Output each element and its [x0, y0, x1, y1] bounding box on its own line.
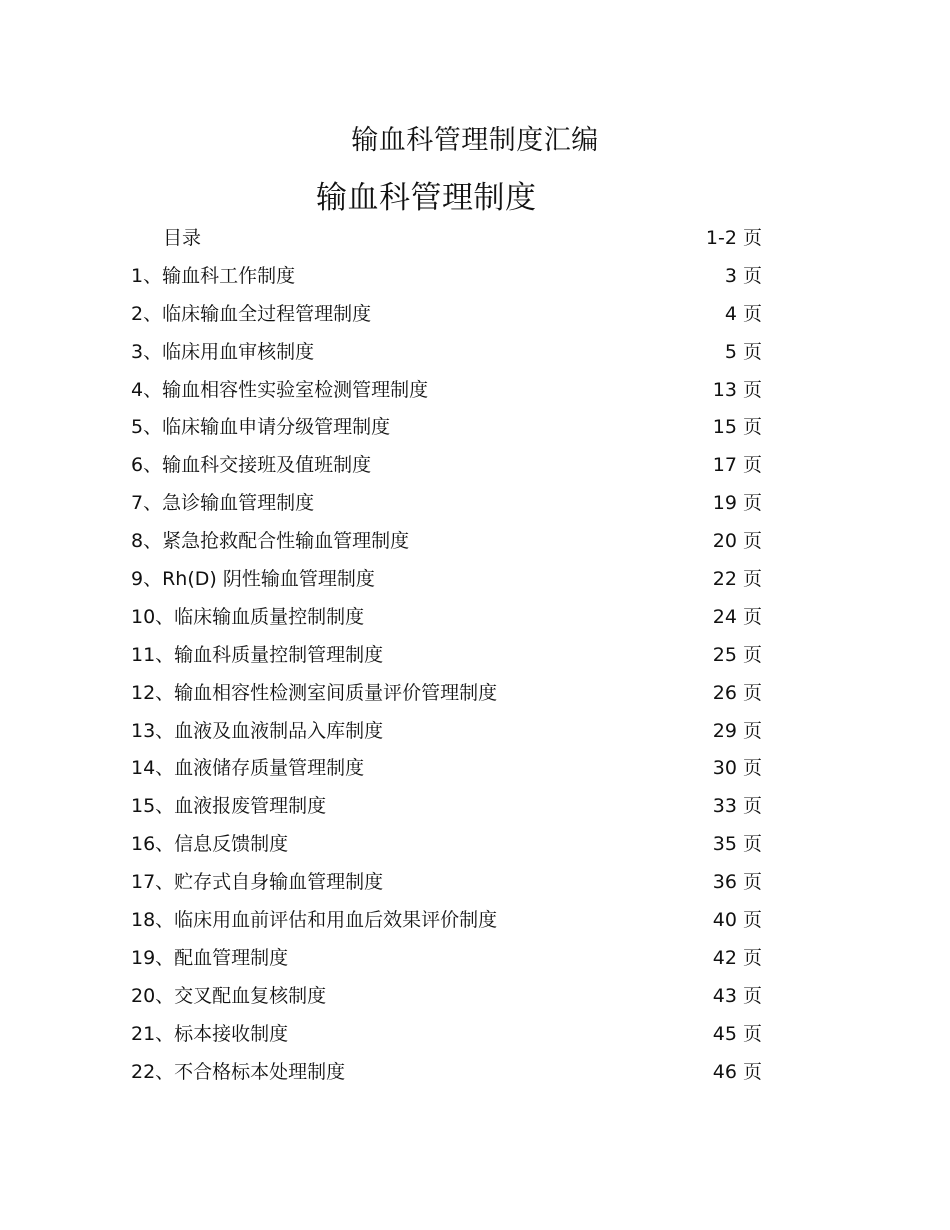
- toc-item: [0, 980, 950, 1018]
- toc-item-label: 目录: [163, 227, 202, 249]
- toc-item: [0, 374, 950, 412]
- toc-item-label: 18、临床用血前评估和用血后效果评价制度: [131, 909, 498, 932]
- toc-item-label: 20、交叉配血复核制度: [131, 984, 327, 1007]
- toc-item-page: 17 页: [712, 454, 762, 477]
- toc-item: [0, 1018, 950, 1056]
- document-title: 输血科管理制度汇编: [351, 125, 599, 156]
- toc-item: [0, 942, 950, 980]
- toc-item-label: 19、配血管理制度: [131, 946, 289, 969]
- toc-item-page: 29 页: [712, 719, 762, 742]
- toc-item-page: 26 页: [712, 681, 762, 704]
- toc-item-page: 22 页: [712, 568, 762, 591]
- toc-item: [0, 601, 950, 639]
- toc-item: [0, 449, 950, 487]
- toc-item-label: 21、标本接收制度: [131, 1022, 289, 1045]
- toc-item: [0, 298, 950, 336]
- toc-item: [0, 828, 950, 866]
- toc-item-label: 3、临床用血审核制度: [131, 340, 315, 363]
- toc-item-label: 2、临床输血全过程管理制度: [131, 302, 372, 325]
- toc-item: [0, 1056, 950, 1094]
- toc-item: [0, 336, 950, 374]
- toc-item-page: 30 页: [712, 757, 762, 780]
- toc-item-label: 12、输血相容性检测室间质量评价管理制度: [131, 681, 498, 704]
- toc-item-page: 19 页: [712, 492, 762, 515]
- toc-item-label: 11、输血科质量控制管理制度: [131, 643, 384, 666]
- toc-item: [0, 260, 950, 298]
- toc-item-page: 43 页: [712, 984, 762, 1007]
- toc-item-page: 5 页: [724, 340, 762, 363]
- toc-item-page: 45 页: [712, 1022, 762, 1045]
- toc-item-label: 17、贮存式自身输血管理制度: [131, 871, 384, 894]
- toc-item-page: 36 页: [712, 871, 762, 894]
- toc-item-label: 15、血液报废管理制度: [131, 795, 327, 818]
- toc-item-label: 1、输血科工作制度: [131, 264, 296, 287]
- toc-item: [0, 677, 950, 715]
- toc-item-label: 4、输血相容性实验室检测管理制度: [131, 378, 429, 401]
- toc-item-page: 1-2 页: [705, 227, 762, 249]
- toc-item-page: 42 页: [712, 946, 762, 969]
- toc-item-page: 40 页: [712, 909, 762, 932]
- toc-item-label: 7、急诊输血管理制度: [131, 492, 315, 515]
- toc-item-page: 3 页: [724, 264, 762, 287]
- toc-item-page: 13 页: [712, 378, 762, 401]
- toc-item-label: 16、信息反馈制度: [131, 833, 289, 856]
- toc-item: [0, 487, 950, 525]
- toc-item: [0, 904, 950, 942]
- toc-item-page: 4 页: [724, 302, 762, 325]
- toc-item-page: 46 页: [712, 1060, 762, 1083]
- toc-item: [0, 866, 950, 904]
- toc-item-label: 5、临床输血申请分级管理制度: [131, 416, 391, 439]
- toc-item: [0, 639, 950, 677]
- toc-item: [0, 790, 950, 828]
- toc-item: [0, 752, 950, 790]
- toc-item-label: 22、不合格标本处理制度: [131, 1060, 346, 1083]
- toc-item-page: 15 页: [712, 416, 762, 439]
- toc-item-page: 35 页: [712, 833, 762, 856]
- toc-item: [0, 715, 950, 753]
- toc-item: [0, 563, 950, 601]
- document-subtitle: 输血科管理制度: [316, 180, 537, 216]
- toc-item-page: 24 页: [712, 605, 762, 628]
- toc-item-page: 33 页: [712, 795, 762, 818]
- toc-item-label: 6、输血科交接班及值班制度: [131, 454, 372, 477]
- toc-item-page: 25 页: [712, 643, 762, 666]
- table-of-contents: [0, 222, 950, 1093]
- toc-header-row: [0, 222, 950, 260]
- toc-item: [0, 411, 950, 449]
- toc-item-label: 8、紧急抢救配合性输血管理制度: [131, 530, 410, 553]
- toc-item-label: 10、临床输血质量控制制度: [131, 605, 365, 628]
- toc-item-page: 20 页: [712, 530, 762, 553]
- toc-item-label: 14、血液储存质量管理制度: [131, 757, 365, 780]
- toc-item-label: 9、Rh(D) 阴性输血管理制度: [131, 568, 375, 591]
- toc-item-label: 13、血液及血液制品入库制度: [131, 719, 384, 742]
- toc-item: [0, 525, 950, 563]
